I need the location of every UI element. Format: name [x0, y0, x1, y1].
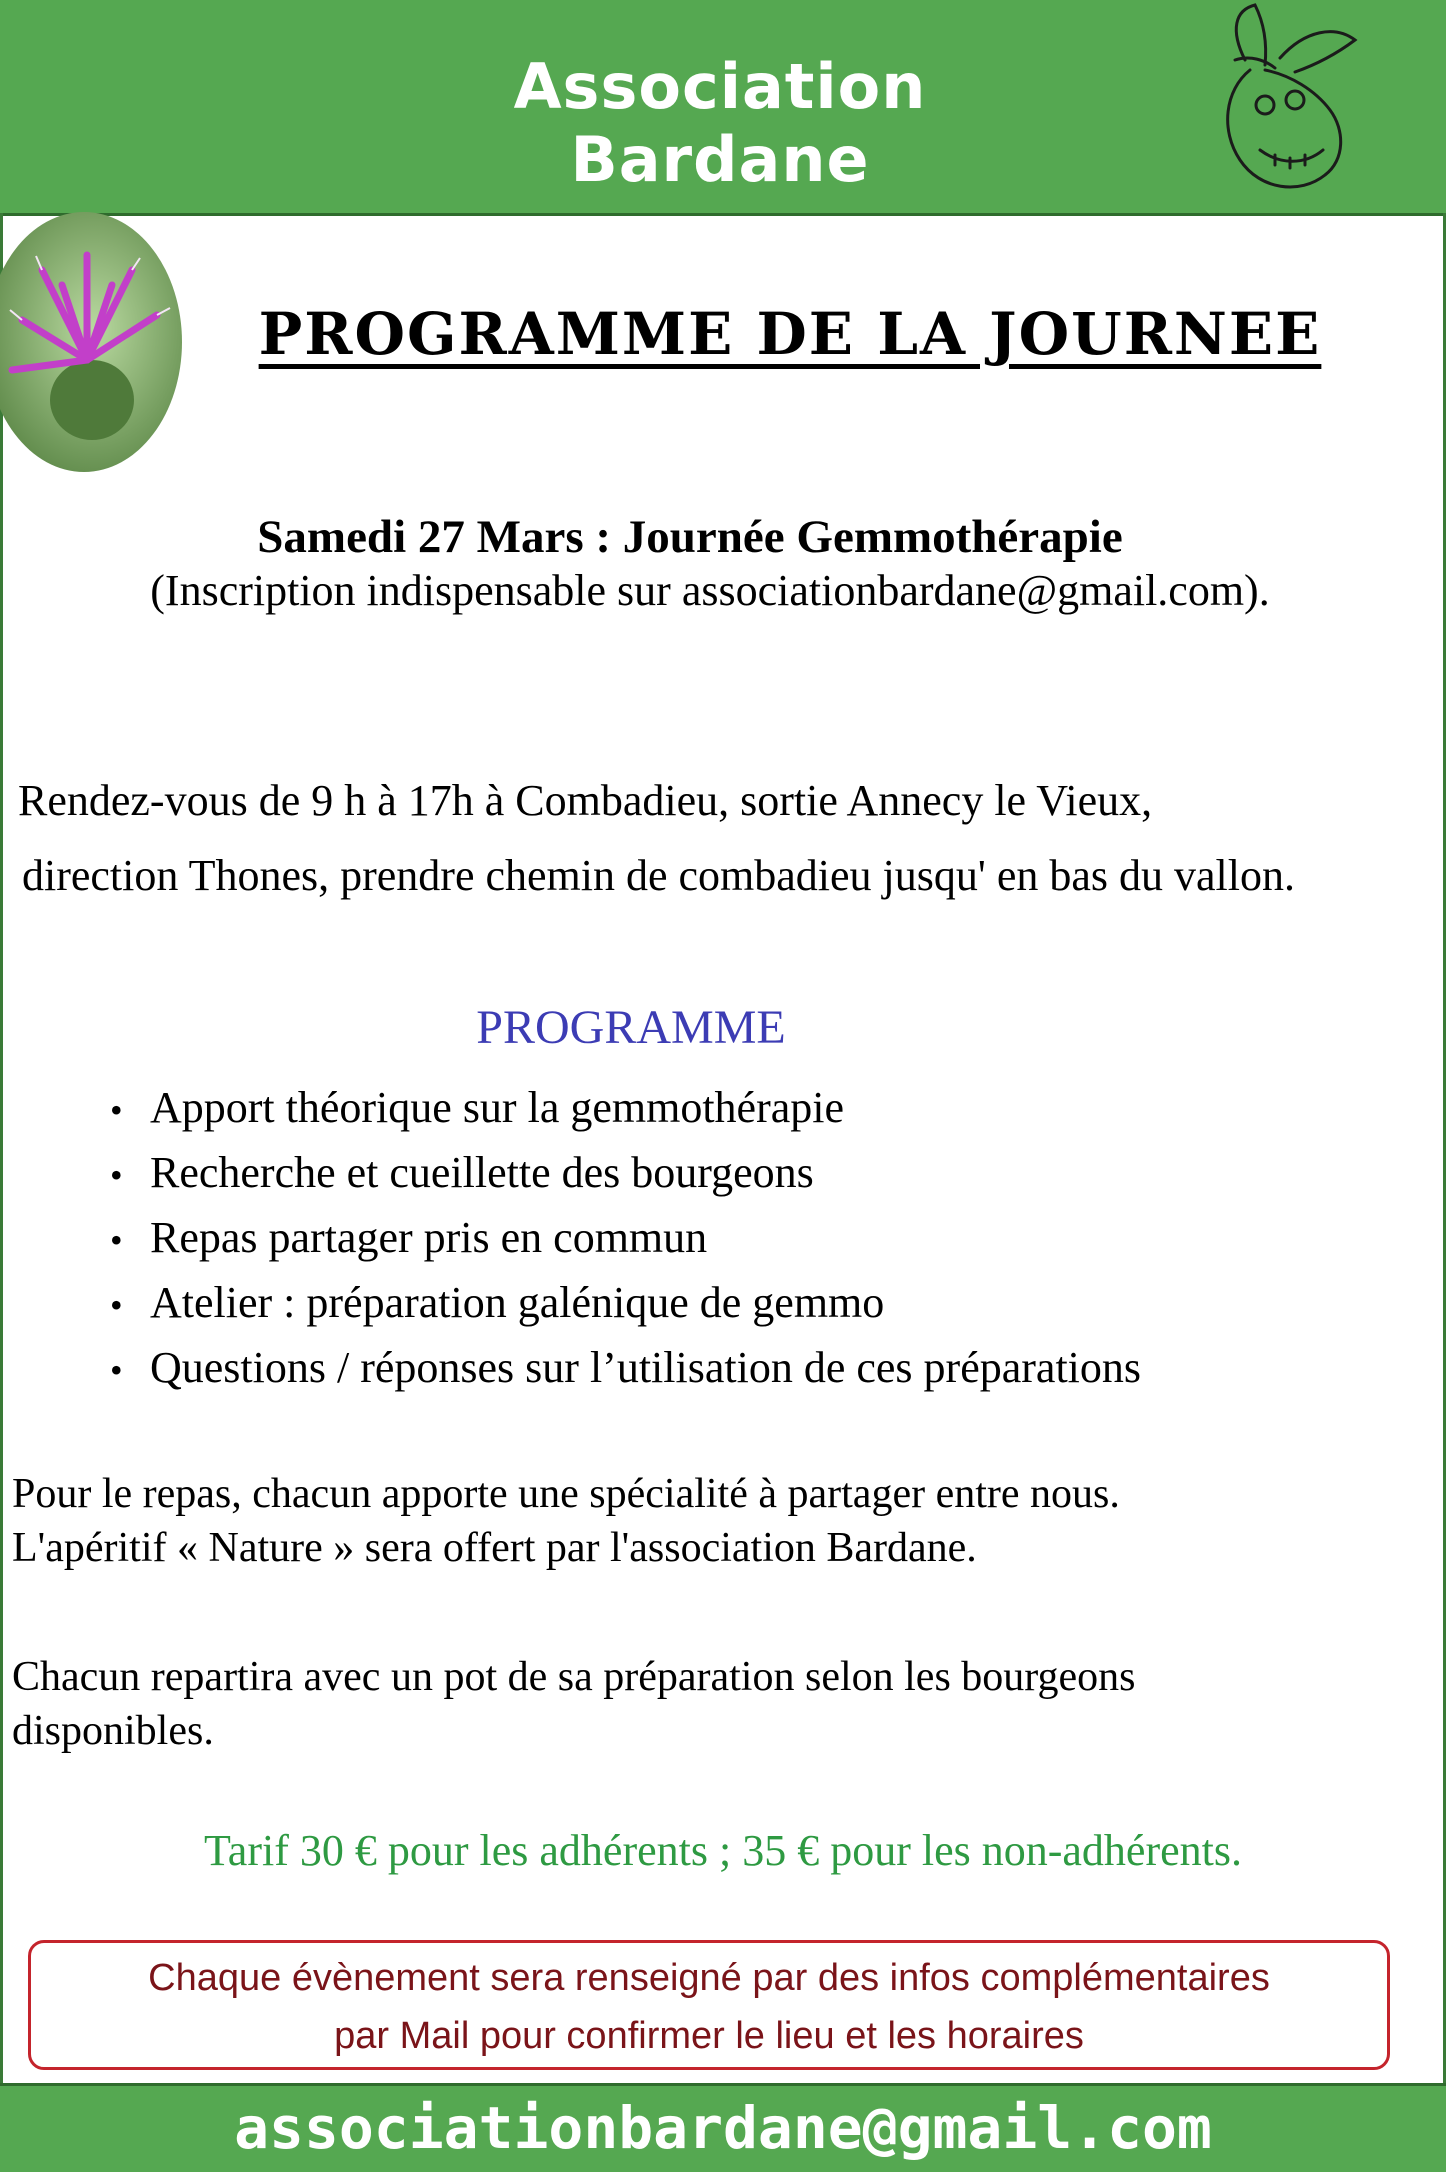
event-date-line: Samedi 27 Mars : Journée Gemmothérapie	[257, 511, 1123, 563]
list-item: • Repas partager pris en commun	[110, 1213, 708, 1262]
programme-list	[110, 1075, 1141, 1400]
repas-paragraph: Pour le repas, chacun apporte une spécialité à partager entre nous. L'apéritif « Nature » sera offert par l'association Bardane.	[12, 1471, 1120, 1571]
page-title: PROGRAMME DE LA JOURNEE	[258, 300, 1322, 368]
preparation-paragraph: Chacun repartira avec un pot de sa préparation selon les bourgeons disponibles.	[12, 1654, 1136, 1754]
programme-heading: PROGRAMME	[476, 1001, 786, 1054]
list-item: • Questions / réponses sur l’utilisation de ces préparations	[110, 1343, 1142, 1392]
rendezvous-line-1: Rendez-vous de 9 h à 17h à Combadieu, sortie Annecy le Vieux,	[18, 776, 1153, 825]
list-item: • Recherche et cueillette des bourgeons	[110, 1148, 814, 1197]
footer-email: associationbardane@gmail.com	[234, 2094, 1212, 2162]
inscription-note: (Inscription indispensable sur associationbardane@gmail.com).	[150, 566, 1270, 615]
notice-box	[28, 1940, 1390, 2070]
list-item: • Apport théorique sur la gemmothérapie	[110, 1083, 845, 1132]
notice-line-1: Chaque évènement sera renseigné par des infos complémentaires	[148, 1957, 1270, 1999]
header-band	[0, 0, 1446, 216]
association-title: Association Bardane	[513, 50, 927, 196]
tarif-line: Tarif 30 € pour les adhérents ; 35 € pour les non-adhérents.	[204, 1826, 1242, 1875]
notice-line-2: par Mail pour confirmer le lieu et les horaires	[334, 2015, 1084, 2057]
thistle-icon	[0, 210, 192, 475]
list-item: • Atelier : préparation galénique de gemmo	[110, 1278, 885, 1327]
rendezvous-line-2: direction Thones, prendre chemin de combadieu jusqu' en bas du vallon.	[22, 851, 1295, 900]
frame-left-border	[0, 213, 3, 2083]
footer-band	[0, 2083, 1446, 2172]
donkey-icon	[1205, 0, 1365, 205]
